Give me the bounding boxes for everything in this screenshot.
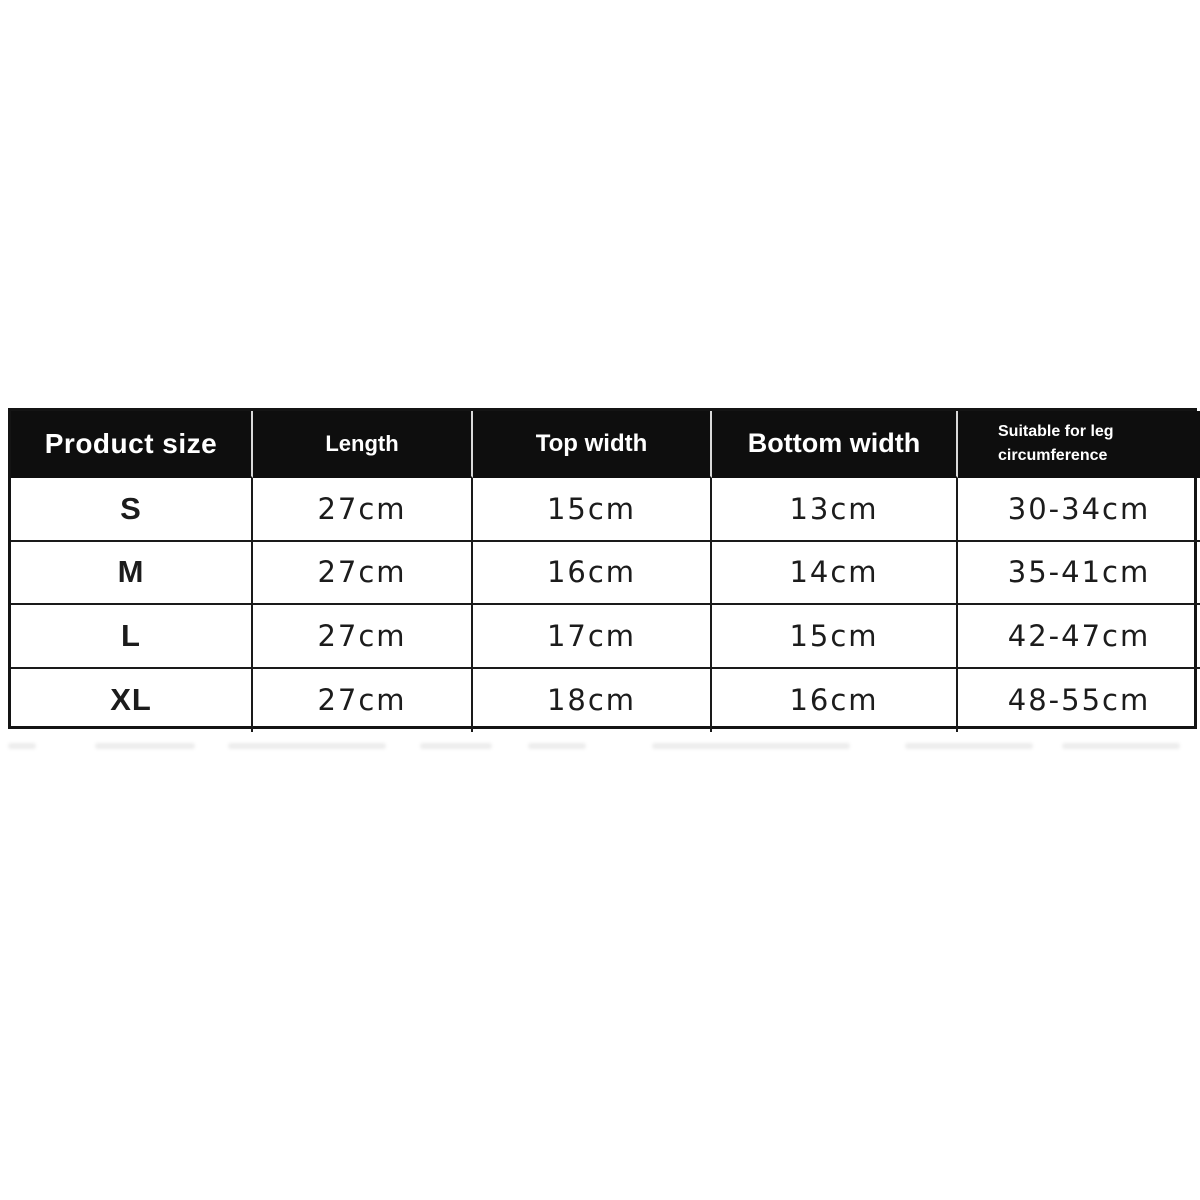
header-cell-top-width: Top width [473, 411, 712, 478]
size-cell-s: S [11, 478, 253, 542]
leg-circ-cell-l: 42-47cm [958, 605, 1200, 669]
size-chart-table [8, 408, 1197, 729]
length-cell-m: 27cm [253, 542, 473, 606]
size-cell-xl: XL [11, 669, 253, 733]
leg-circ-cell-s: 30-34cm [958, 478, 1200, 542]
ghost-artifact [420, 743, 492, 749]
length-cell-xl: 27cm [253, 669, 473, 733]
ghost-artifact-strip [0, 742, 1200, 751]
ghost-artifact [528, 743, 586, 749]
top-width-cell-s: 15cm [473, 478, 712, 542]
ghost-artifact [228, 743, 386, 749]
header-cell-length: Length [253, 411, 473, 478]
length-cell-l: 27cm [253, 605, 473, 669]
bottom-width-cell-m: 14cm [712, 542, 958, 606]
bottom-width-cell-s: 13cm [712, 478, 958, 542]
length-cell-s: 27cm [253, 478, 473, 542]
leg-circ-cell-m: 35-41cm [958, 542, 1200, 606]
ghost-artifact [652, 743, 850, 749]
size-cell-l: L [11, 605, 253, 669]
bottom-width-cell-xl: 16cm [712, 669, 958, 733]
ghost-artifact [1062, 743, 1180, 749]
header-cell-product-size: Product size [11, 411, 253, 478]
ghost-artifact [8, 743, 36, 749]
ghost-artifact [95, 743, 195, 749]
ghost-artifact [905, 743, 1033, 749]
header-cell-bottom-width: Bottom width [712, 411, 958, 478]
top-width-cell-m: 16cm [473, 542, 712, 606]
header-cell-leg-circumference: Suitable for leg circumference [958, 411, 1200, 478]
bottom-width-cell-l: 15cm [712, 605, 958, 669]
top-width-cell-l: 17cm [473, 605, 712, 669]
leg-circ-cell-xl: 48-55cm [1007, 683, 1151, 718]
top-width-cell-xl: 18cm [473, 669, 712, 733]
size-cell-m: M [11, 542, 253, 606]
